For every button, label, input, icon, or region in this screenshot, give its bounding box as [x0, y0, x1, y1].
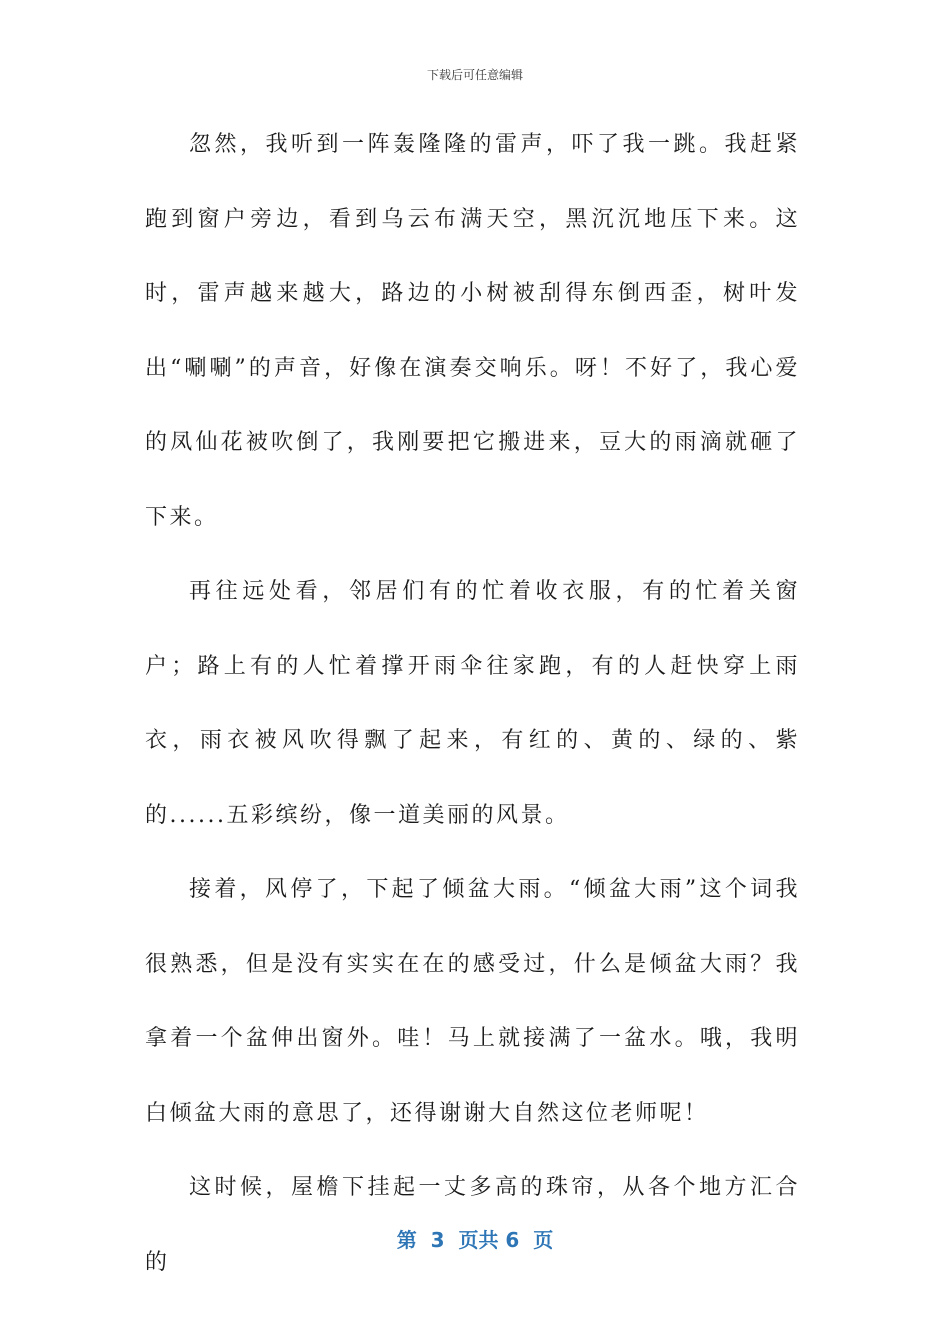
paragraph-1: 忽然，我听到一阵轰隆隆的雷声，吓了我一跳。我赶紧跑到窗户旁边，看到乌云布满天空，黑沉沉地压下来。这时，雷声越来越大，路边的小树被刮得东倒西歪，树叶发出“唰唰”的声音，好像在演奏交响乐。呀！不好了，我心爱的凤仙花被吹倒了，我刚要把它搬进来，豆大的雨滴就砸了下来。 — [145, 132, 800, 530]
document-body — [145, 108, 800, 1300]
page-number-footer: 第 3 页共 6 页 — [396, 1228, 554, 1252]
paragraph-2: 再往远处看，邻居们有的忙着收衣服，有的忙着关窗户；路上有的人忙着撑开雨伞往家跑，有的人赶快穿上雨衣，雨衣被风吹得飘了起来，有红的、黄的、绿的、紫的......五彩缤纷，像一道美丽的风景。 — [145, 579, 800, 828]
page-header: 下载后可任意编辑 — [426, 68, 523, 82]
paragraph-3: 接着，风停了，下起了倾盆大雨。“倾盆大雨”这个词我很熟悉，但是没有实实在在的感受过，什么是倾盆大雨？我拿着一个盆伸出窗外。哇！马上就接满了一盆水。哦，我明白倾盆大雨的意思了，还得谢谢大自然这位老师呢！ — [145, 877, 800, 1126]
paragraph-4: 这时候，屋檐下挂起一丈多高的珠帘，从各个地方汇合的 — [145, 1175, 800, 1275]
